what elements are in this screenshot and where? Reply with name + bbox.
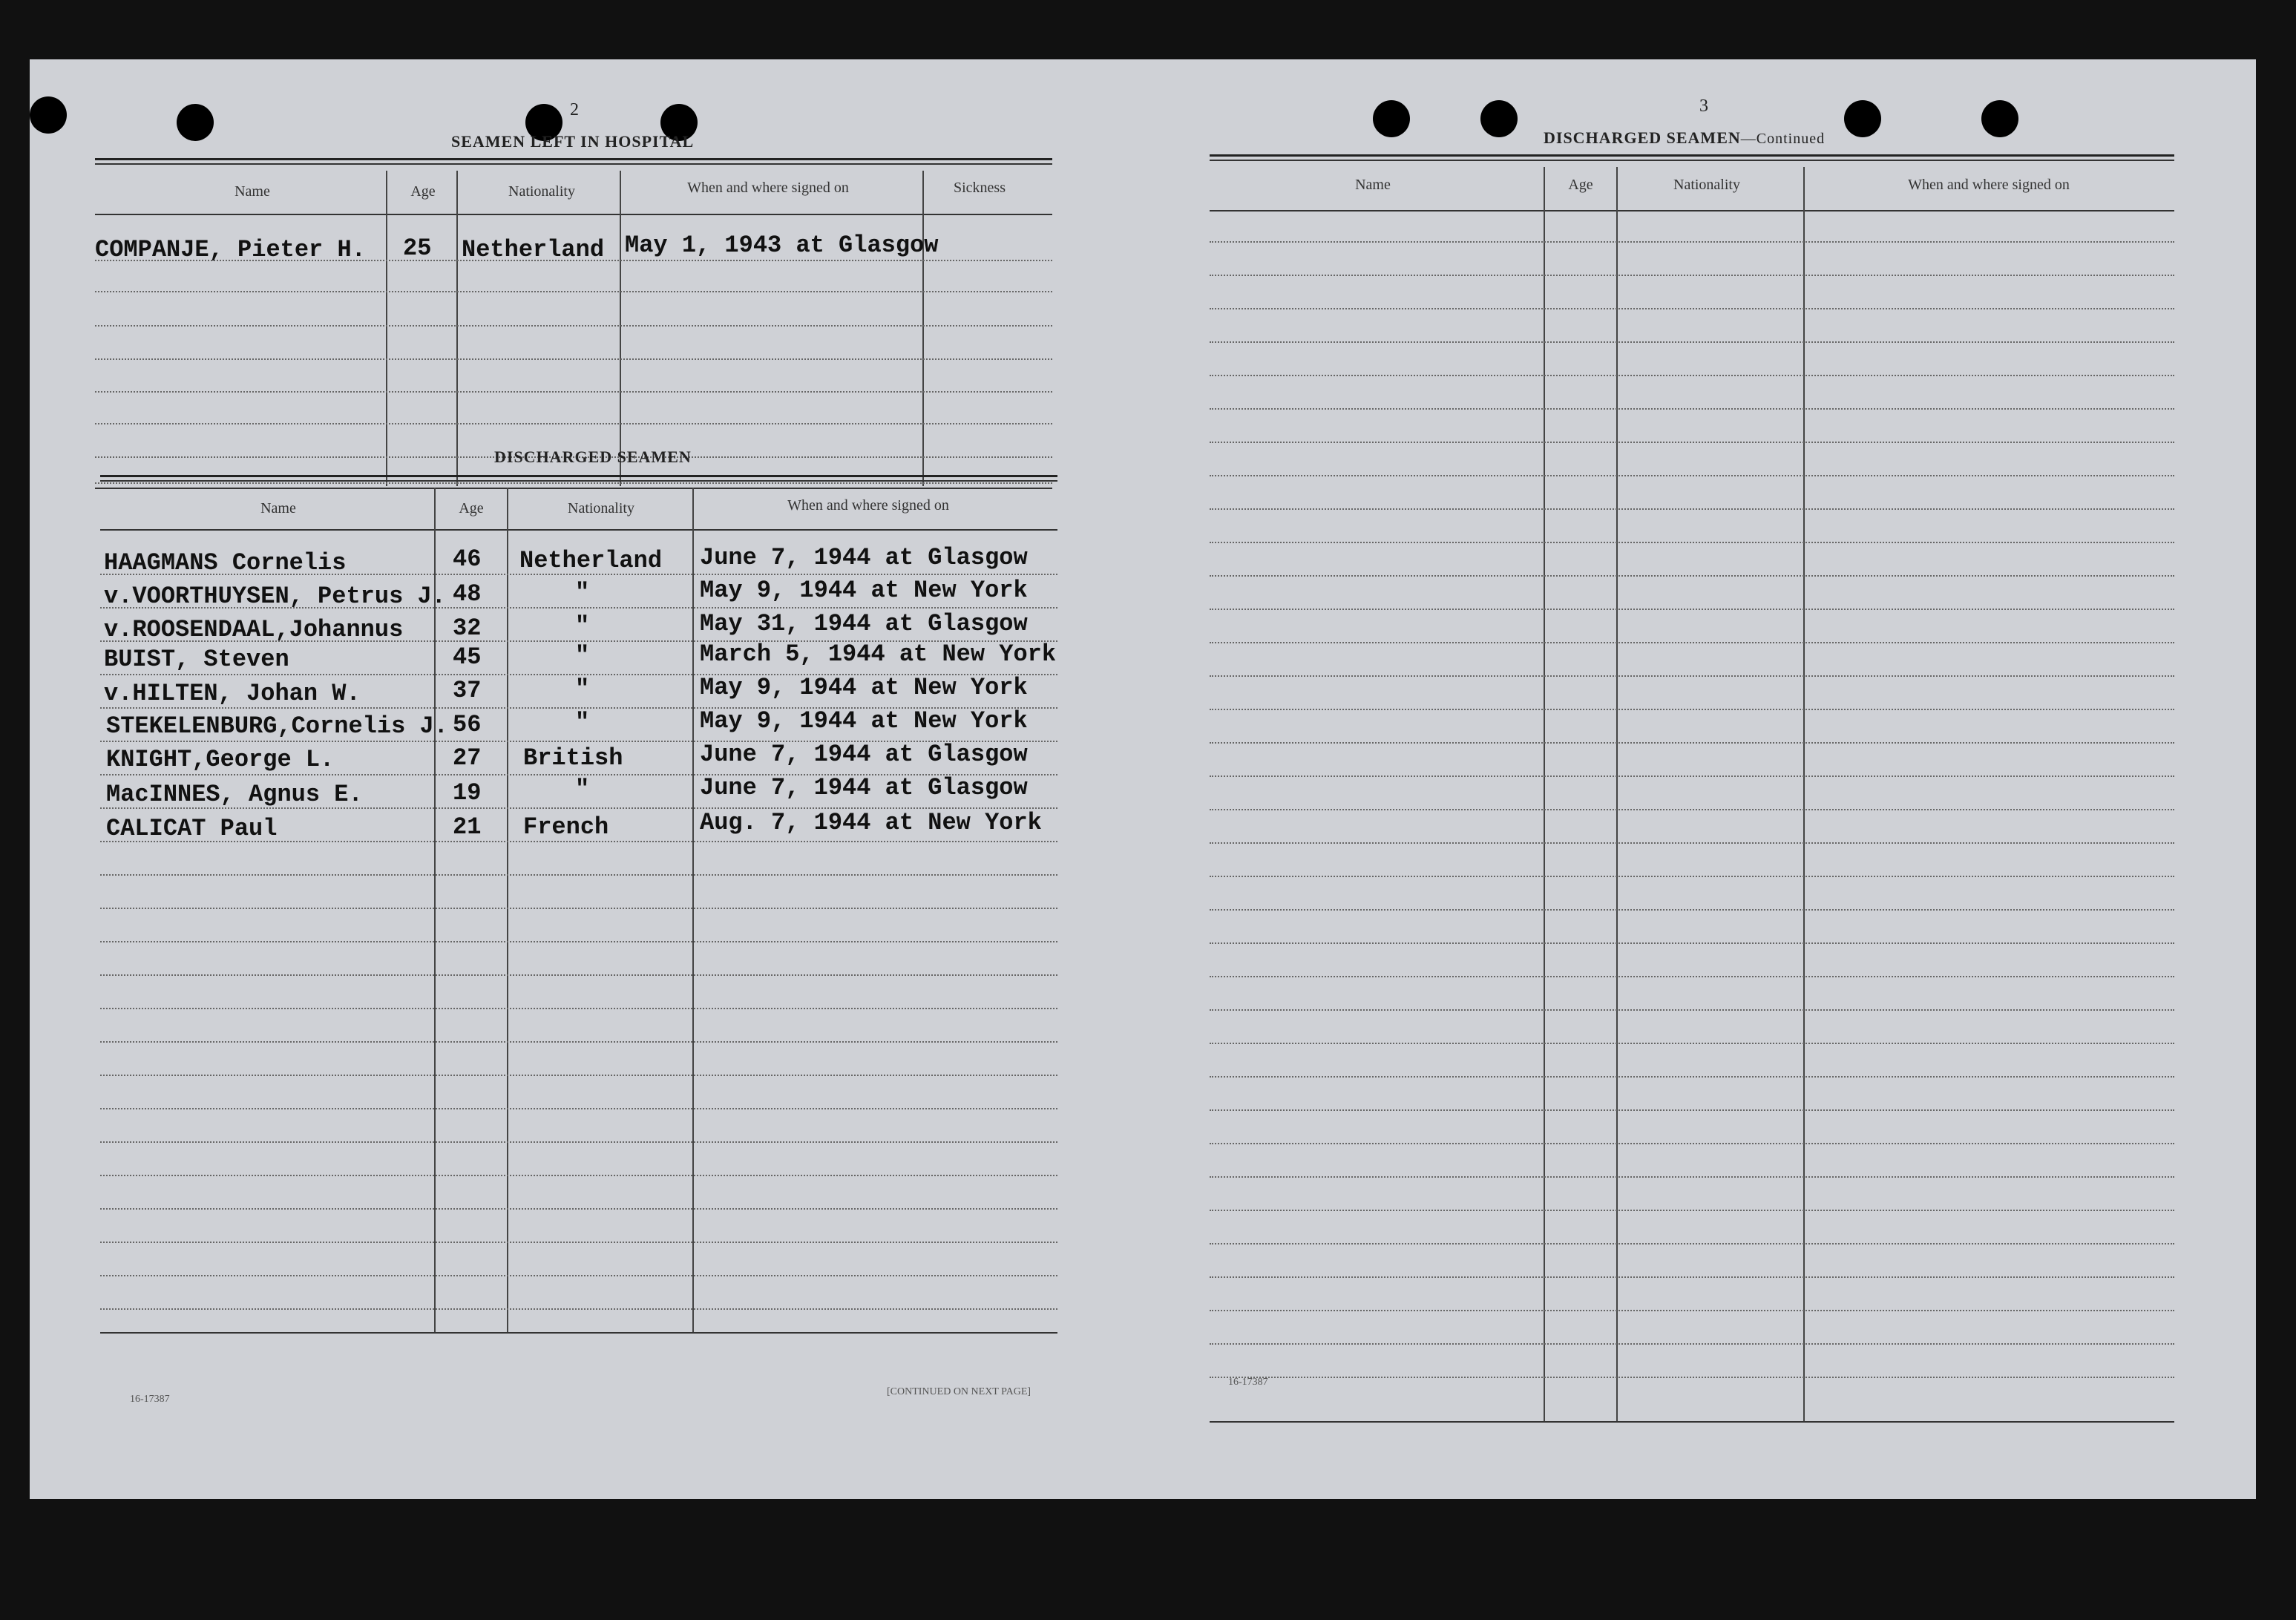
discharged-row-nationality: " <box>575 612 590 640</box>
discharged-row-signed: Aug. 7, 1944 at New York <box>700 809 1042 836</box>
discharged-row-signed: June 7, 1944 at Glasgow <box>700 544 1028 571</box>
rule <box>1210 154 2174 157</box>
entry-line <box>1210 842 2174 844</box>
discharged-col-age: Age <box>459 500 484 517</box>
entry-line <box>1210 1377 2174 1378</box>
right-title-main: DISCHARGED SEAMEN <box>1544 128 1741 147</box>
discharged-row-signed: May 9, 1944 at New York <box>700 707 1028 735</box>
discharged-row-nationality: Netherland <box>519 547 663 574</box>
rule <box>95 214 1052 215</box>
page-number-left: 2 <box>570 100 579 119</box>
hospital-row-age: 25 <box>403 235 432 262</box>
right-col-signed: When and where signed on <box>1908 177 2070 193</box>
column-divider <box>434 488 436 1334</box>
entry-line <box>1210 775 2174 777</box>
rule <box>100 1332 1057 1334</box>
entry-line <box>100 1141 1057 1143</box>
discharged-col-name: Name <box>260 500 296 517</box>
entry-line <box>1210 709 2174 710</box>
hospital-col-signed: When and where signed on <box>687 180 849 196</box>
discharged-row-nationality: " <box>575 709 590 736</box>
hospital-col-sickness: Sickness <box>954 180 1006 196</box>
discharged-row-nationality: " <box>575 579 590 606</box>
discharged-row-age: 48 <box>453 580 482 608</box>
punch-hole <box>1981 100 2018 137</box>
right-col-age: Age <box>1568 177 1593 193</box>
page-number-right: 3 <box>1699 96 1708 116</box>
entry-line <box>1210 1243 2174 1244</box>
entry-line <box>100 1041 1057 1043</box>
hospital-row-signed: May 1, 1943 at Glasgow <box>625 232 939 259</box>
discharged-col-signed: When and where signed on <box>787 497 949 514</box>
discharged-row-age: 27 <box>453 744 482 772</box>
discharged-row-age: 45 <box>453 643 482 671</box>
entry-line <box>1210 275 2174 276</box>
entry-line <box>100 974 1057 976</box>
column-divider <box>1616 167 1618 1421</box>
discharged-row-nationality: " <box>575 675 590 703</box>
entry-line <box>1210 475 2174 476</box>
discharged-row-signed: May 31, 1944 at Glasgow <box>700 610 1028 637</box>
hospital-col-nationality: Nationality <box>508 183 575 200</box>
entry-line <box>1210 809 2174 810</box>
discharged-section-title: DISCHARGED SEAMEN <box>494 447 692 466</box>
entry-line <box>100 941 1057 942</box>
punch-hole <box>30 96 67 134</box>
hospital-col-age: Age <box>410 183 436 200</box>
right-section-title <box>1544 128 1825 148</box>
entry-line <box>1210 942 2174 944</box>
rule <box>100 475 1057 477</box>
entry-line <box>1210 1276 2174 1278</box>
hospital-col-name: Name <box>234 183 270 200</box>
column-divider <box>456 171 458 486</box>
entry-line <box>1210 1109 2174 1111</box>
discharged-row-nationality: " <box>575 642 590 669</box>
discharged-row-name: v.VOORTHUYSEN, Petrus J. <box>104 583 446 610</box>
column-divider <box>620 171 621 486</box>
discharged-row-name: CALICAT Paul <box>106 815 278 842</box>
hospital-row-nationality: Netherland <box>462 236 605 263</box>
entry-line <box>1210 1143 2174 1144</box>
discharged-row-name: BUIST, Steven <box>104 646 289 673</box>
discharged-row-nationality: British <box>523 744 623 772</box>
entry-line <box>100 874 1057 876</box>
entry-line <box>95 291 1052 292</box>
entry-line <box>95 325 1052 327</box>
discharged-row-nationality: " <box>575 775 590 803</box>
rule <box>95 163 1052 165</box>
discharged-col-nationality: Nationality <box>568 500 634 517</box>
rule <box>100 480 1057 482</box>
discharged-row-name: STEKELENBURG,Cornelis J. <box>106 712 448 740</box>
punch-hole <box>1373 100 1410 137</box>
discharged-row-signed: May 9, 1944 at New York <box>700 674 1028 701</box>
rule <box>1210 210 2174 211</box>
entry-line <box>100 1208 1057 1210</box>
discharged-row-signed: June 7, 1944 at Glasgow <box>700 774 1028 801</box>
entry-line <box>100 1008 1057 1009</box>
entry-line <box>1210 508 2174 510</box>
rule <box>95 158 1052 160</box>
discharged-row-signed: March 5, 1944 at New York <box>700 640 1057 668</box>
entry-line <box>100 1175 1057 1176</box>
entry-line <box>1210 241 2174 243</box>
rule <box>95 488 1052 489</box>
punch-hole <box>1844 100 1881 137</box>
entry-line <box>100 1308 1057 1310</box>
discharged-row-nationality: French <box>523 813 609 841</box>
discharged-row-age: 56 <box>453 711 482 738</box>
entry-line <box>1210 1210 2174 1211</box>
entry-line <box>1210 408 2174 410</box>
discharged-row-name: v.HILTEN, Johan W. <box>104 680 361 707</box>
discharged-row-name: HAAGMANS Cornelis <box>104 549 347 577</box>
entry-line <box>100 1242 1057 1243</box>
entry-line <box>95 391 1052 393</box>
right-col-nationality: Nationality <box>1673 177 1740 193</box>
right-col-name: Name <box>1355 177 1391 193</box>
right-title-suffix: —Continued <box>1740 131 1826 147</box>
discharged-row-age: 37 <box>453 677 482 704</box>
discharged-row-signed: May 9, 1944 at New York <box>700 577 1028 604</box>
entry-line <box>1210 909 2174 911</box>
column-divider <box>1544 167 1545 1421</box>
rule <box>100 529 1057 531</box>
rule <box>1210 160 2174 161</box>
entry-line <box>1210 442 2174 443</box>
discharged-row-age: 19 <box>453 779 482 807</box>
entry-line <box>1210 1009 2174 1011</box>
column-divider <box>386 171 387 486</box>
continued-note: [CONTINUED ON NEXT PAGE] <box>887 1386 1031 1397</box>
punch-hole <box>177 104 214 141</box>
column-divider <box>507 488 508 1334</box>
discharged-row-name: MacINNES, Agnus E. <box>106 781 363 808</box>
punch-hole <box>1480 100 1518 137</box>
entry-line <box>100 1075 1057 1076</box>
hospital-row-name: COMPANJE, Pieter H. <box>95 236 366 263</box>
discharged-row-name: KNIGHT,George L. <box>106 746 335 773</box>
entry-line <box>1210 675 2174 677</box>
entry-line <box>95 482 1052 484</box>
hospital-section-title: SEAMEN LEFT IN HOSPITAL <box>451 132 695 151</box>
entry-line <box>1210 609 2174 610</box>
entry-line <box>1210 1310 2174 1311</box>
entry-line <box>1210 308 2174 309</box>
entry-line <box>1210 642 2174 643</box>
entry-line <box>1210 1343 2174 1345</box>
entry-line <box>1210 976 2174 977</box>
form-number-right: 16-17387 <box>1228 1377 1268 1388</box>
entry-line <box>1210 1076 2174 1078</box>
entry-line <box>1210 375 2174 376</box>
entry-line <box>1210 1176 2174 1178</box>
discharged-row-age: 21 <box>453 813 482 841</box>
entry-line <box>1210 542 2174 543</box>
column-divider <box>922 171 924 486</box>
entry-line <box>1210 1043 2174 1044</box>
column-divider <box>692 488 694 1334</box>
discharged-row-age: 46 <box>453 545 482 573</box>
entry-line <box>1210 341 2174 343</box>
entry-line <box>100 1108 1057 1109</box>
entry-line <box>1210 876 2174 877</box>
entry-line <box>100 908 1057 909</box>
discharged-row-age: 32 <box>453 614 482 642</box>
discharged-row-signed: June 7, 1944 at Glasgow <box>700 741 1028 768</box>
rule <box>1210 1421 2174 1423</box>
entry-line <box>100 1275 1057 1276</box>
column-divider <box>1803 167 1805 1421</box>
entry-line <box>95 423 1052 424</box>
discharged-row-name: v.ROOSENDAAL,Johannus <box>104 616 404 643</box>
entry-line <box>1210 575 2174 577</box>
entry-line <box>1210 742 2174 744</box>
record-sheet <box>30 59 2256 1499</box>
form-number: 16-17387 <box>130 1394 170 1405</box>
entry-line <box>95 358 1052 360</box>
